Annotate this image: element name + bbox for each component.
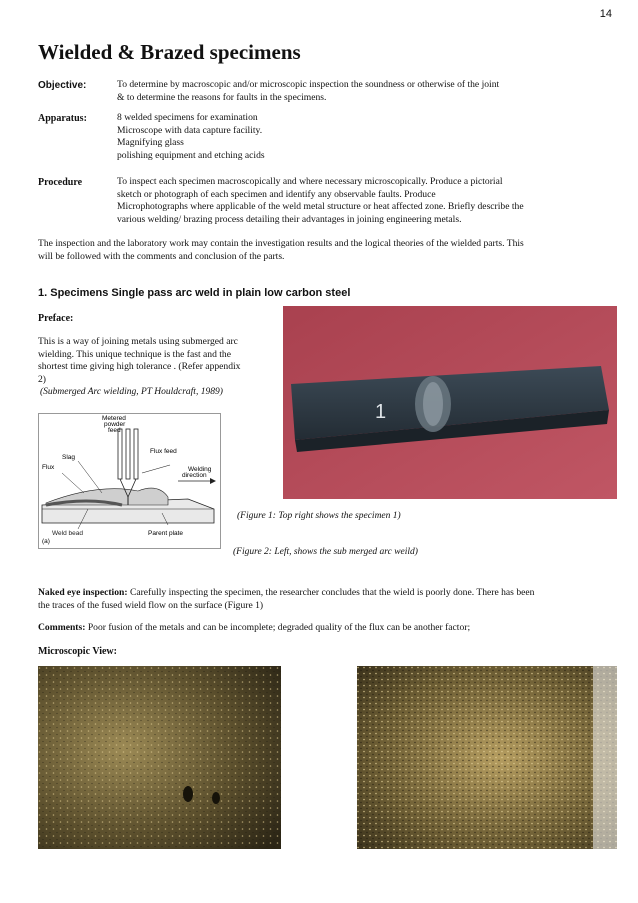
specimen-bar-illustration bbox=[283, 306, 617, 499]
procedure-line: To inspect each specimen macroscopically and where necessary microscopically. Produce a pictorial bbox=[117, 176, 503, 187]
apparatus-line: Microscope with data capture facility. bbox=[117, 124, 263, 136]
figure2-caption: (Figure 2: Left, shows the sub merged arc weild) bbox=[233, 547, 418, 557]
diagram-label-flux-feed: Flux feed bbox=[150, 448, 177, 455]
intro-line: The inspection and the laboratory work may contain the investigation results and the logical theories of the wielded parts. This bbox=[38, 238, 524, 249]
microscopic-label: Microscopic View: bbox=[38, 646, 117, 657]
procedure-label: Procedure bbox=[38, 177, 83, 188]
objective-line: To determine by macroscopic and/or microscopic inspection the soundness or otherwise of the joint bbox=[117, 79, 500, 90]
naked-eye-text: Carefully inspecting the specimen, the researcher concludes that the wield is poorly done. There has been bbox=[127, 587, 535, 598]
micrograph-right-texture bbox=[357, 666, 617, 849]
diagram-label-powder: powder bbox=[104, 421, 126, 428]
objective-line: & to determine the reasons for faults in the specimens. bbox=[117, 91, 327, 103]
apparatus-line: 8 welded specimens for examination bbox=[117, 112, 258, 123]
preface-line: 2) bbox=[38, 373, 46, 385]
page-number: 14 bbox=[599, 8, 612, 20]
procedure-text bbox=[117, 176, 524, 226]
diagram-label-direction: direction bbox=[182, 472, 207, 479]
preface-line: shortest time giving high tolerance . (Refer appendix bbox=[38, 361, 241, 372]
apparatus-line: polishing equipment and etching acids bbox=[117, 149, 265, 161]
apparatus-label: Apparatus: bbox=[38, 113, 87, 124]
comments-text: Poor fusion of the metals and can be incomplete; degraded quality of the flux can be another factor; bbox=[85, 622, 471, 633]
intro-paragraph bbox=[38, 238, 524, 263]
objective-text bbox=[117, 79, 499, 104]
micrograph-right bbox=[357, 666, 617, 849]
diagram-label-slag: Slag bbox=[62, 454, 76, 461]
apparatus-line: Magnifying glass bbox=[117, 137, 184, 148]
comments-label: Comments: bbox=[38, 622, 86, 633]
diagram-label-corner: (a) bbox=[42, 538, 50, 545]
preface-label: Preface: bbox=[38, 313, 74, 324]
diagram-label-metered: Metered bbox=[102, 415, 126, 422]
weld-diagram-svg bbox=[38, 413, 221, 549]
section-heading: 1. Specimens Single pass arc weld in plain low carbon steel bbox=[38, 287, 351, 299]
procedure-line: sketch or photograph of each specimen and identify any observable faults. Produce bbox=[117, 188, 436, 200]
naked-eye-label: Naked eye inspection: bbox=[38, 587, 128, 598]
apparatus-text bbox=[117, 112, 265, 162]
comments-paragraph bbox=[38, 622, 470, 635]
specimen-photo bbox=[283, 306, 617, 499]
micrograph-left bbox=[38, 666, 281, 849]
figure1-caption: (Figure 1: Top right shows the specimen 1) bbox=[237, 511, 401, 521]
procedure-line: Microphotographs where applicable of the weld metal structure or heat affected zone. Briefly describe the bbox=[117, 201, 524, 212]
specimen-number-mark: 1 bbox=[375, 401, 387, 423]
diagram-label-welding: Welding bbox=[188, 466, 212, 473]
diagram-label-feed: feed bbox=[108, 427, 121, 434]
objective-label: Objective: bbox=[38, 80, 87, 91]
micrograph-left-texture bbox=[38, 666, 281, 849]
preface-line: wielding. This unique technique is the fast and the bbox=[38, 348, 231, 360]
procedure-line: various welding/ brazing process detailing their advantages in joining engineering metals. bbox=[117, 213, 462, 225]
preface-line: This is a way of joining metals using submerged arc bbox=[38, 336, 238, 347]
reference-citation: (Submerged Arc wielding, PT Houldcraft, 1989) bbox=[40, 387, 223, 397]
preface-text bbox=[38, 336, 240, 399]
intro-line: will be followed with the comments and conclusion of the parts. bbox=[38, 250, 285, 262]
diagram-label-parent-plate: Parent plate bbox=[148, 530, 184, 537]
page-title: Wielded & Brazed specimens bbox=[38, 40, 301, 64]
diagram-label-weld-bead: Weld bead bbox=[52, 530, 83, 537]
weld-diagram bbox=[38, 413, 221, 549]
diagram-label-flux: Flux bbox=[42, 464, 55, 471]
naked-eye-paragraph bbox=[38, 587, 618, 612]
naked-eye-text-line2: the traces of the fused wield flow on the surface (Figure 1) bbox=[38, 599, 264, 611]
